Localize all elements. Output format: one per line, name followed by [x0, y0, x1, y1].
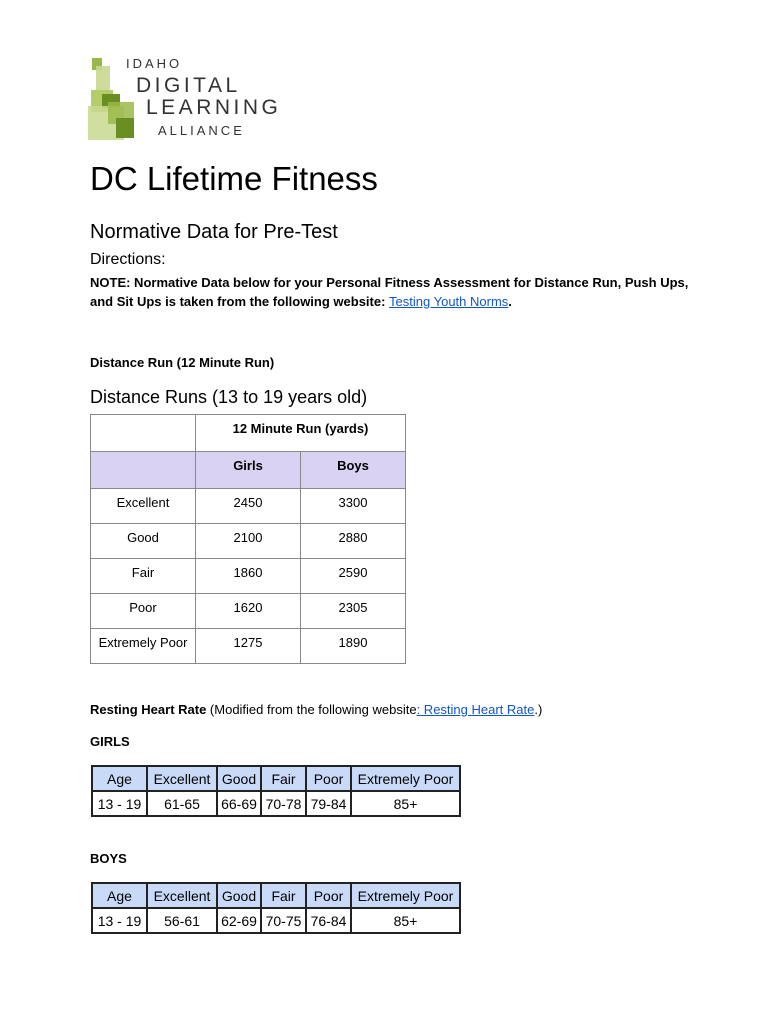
- distance-run-table: [90, 414, 406, 664]
- resting-heart-rate-link[interactable]: : Resting Heart Rate: [416, 702, 535, 717]
- fair-header: Fair: [261, 883, 306, 908]
- girls-heart-rate-table: [91, 765, 461, 817]
- table-row: [91, 559, 406, 594]
- girls-value: 2450: [196, 489, 301, 524]
- twelve-minute-run-header: 12 Minute Run (yards): [196, 415, 406, 452]
- logo-idaho: IDAHO: [126, 56, 183, 71]
- extremely-poor-cell: 85+: [351, 908, 460, 933]
- table-header-row: [92, 883, 460, 908]
- fair-header: Fair: [261, 766, 306, 791]
- good-header: Good: [217, 766, 261, 791]
- idaho-digital-learning-logo: [88, 54, 298, 144]
- age-cell: 13 - 19: [92, 791, 147, 816]
- boys-value: 2305: [301, 594, 406, 629]
- boys-heart-rate-table: [91, 882, 461, 934]
- resting-heart-rate-heading: Resting Heart Rate: [90, 702, 207, 717]
- resting-heart-rate-end: .): [534, 702, 543, 717]
- girls-label: GIRLS: [90, 734, 130, 749]
- age-header: Age: [92, 883, 147, 908]
- poor-cell: 79-84: [306, 791, 351, 816]
- page-subtitle: Normative Data for Pre-Test: [90, 221, 338, 243]
- table-header-row: [92, 766, 460, 791]
- poor-header: Poor: [306, 883, 351, 908]
- logo-digital: DIGITAL: [136, 74, 241, 97]
- extremely-poor-header: Extremely Poor: [351, 883, 460, 908]
- poor-cell: 76-84: [306, 908, 351, 933]
- note-text: NOTE: Normative Data below for your Personal Fitness Assessment for Distance Run, Push Ups, and Sit Ups is taken from the following website:: [90, 275, 689, 309]
- age-cell: 13 - 19: [92, 908, 147, 933]
- rating-label: Good: [91, 524, 196, 559]
- resting-heart-rate-line: [90, 702, 542, 717]
- note-paragraph: [90, 273, 710, 311]
- good-header: Good: [217, 883, 261, 908]
- excellent-header: Excellent: [147, 766, 217, 791]
- logo-alliance: ALLIANCE: [158, 123, 245, 138]
- rating-label: Poor: [91, 594, 196, 629]
- table-corner-cell: [91, 415, 196, 452]
- boys-value: 2590: [301, 559, 406, 594]
- rating-label: Excellent: [91, 489, 196, 524]
- logo-learning: LEARNING: [146, 96, 282, 119]
- girls-value: 2100: [196, 524, 301, 559]
- rating-label: Fair: [91, 559, 196, 594]
- resting-heart-rate-text: (Modified from the following website: [206, 702, 417, 717]
- extremely-poor-header: Extremely Poor: [351, 766, 460, 791]
- girls-value: 1275: [196, 629, 301, 664]
- table-row: [92, 791, 460, 816]
- excellent-cell: 56-61: [147, 908, 217, 933]
- good-cell: 62-69: [217, 908, 261, 933]
- table-row: [91, 489, 406, 524]
- girls-value: 1860: [196, 559, 301, 594]
- page-title: DC Lifetime Fitness: [90, 160, 378, 197]
- fair-cell: 70-75: [261, 908, 306, 933]
- good-cell: 66-69: [217, 791, 261, 816]
- fair-cell: 70-78: [261, 791, 306, 816]
- table-row: [91, 594, 406, 629]
- note-end: .: [508, 294, 512, 309]
- table-row: [92, 908, 460, 933]
- table-row: [91, 524, 406, 559]
- table-row: [91, 629, 406, 664]
- boys-value: 3300: [301, 489, 406, 524]
- extremely-poor-cell: 85+: [351, 791, 460, 816]
- distance-runs-title: Distance Runs (13 to 19 years old): [90, 387, 368, 407]
- girls-value: 1620: [196, 594, 301, 629]
- boys-value: 2880: [301, 524, 406, 559]
- poor-header: Poor: [306, 766, 351, 791]
- girls-column-header: Girls: [196, 452, 301, 489]
- boys-column-header: Boys: [301, 452, 406, 489]
- boys-value: 1890: [301, 629, 406, 664]
- empty-purple-cell: [91, 452, 196, 489]
- rating-label: Extremely Poor: [91, 629, 196, 664]
- excellent-header: Excellent: [147, 883, 217, 908]
- directions-label: Directions:: [90, 251, 166, 268]
- age-header: Age: [92, 766, 147, 791]
- excellent-cell: 61-65: [147, 791, 217, 816]
- boys-label: BOYS: [90, 851, 127, 866]
- testing-youth-norms-link[interactable]: Testing Youth Norms: [389, 294, 509, 309]
- distance-run-heading: Distance Run (12 Minute Run): [90, 355, 275, 370]
